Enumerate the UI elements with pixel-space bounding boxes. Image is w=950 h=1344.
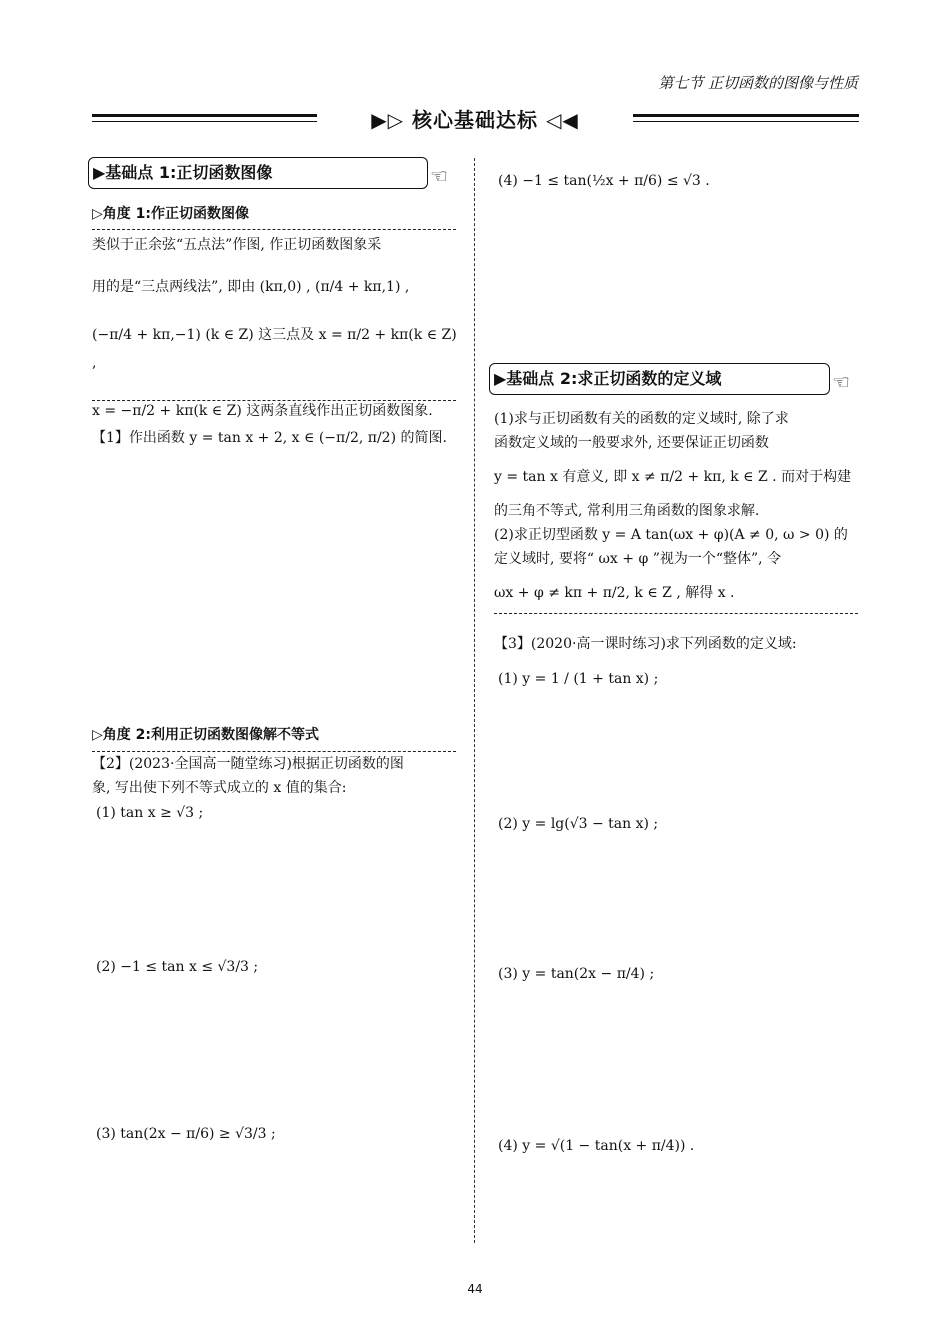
angle-2-title: ▷角度 2:利用正切函数图像解不等式 xyxy=(92,727,319,743)
pointing-hand-icon: ☜ xyxy=(430,164,448,188)
chapter-header: 第七节 正切函数的图像与性质 xyxy=(658,74,858,92)
text-line: y = tan x 有意义, 即 x ≠ π/2 + kπ, k ∈ Z . 而对于构建 xyxy=(494,469,852,485)
text-line: (2)求正切型函数 y = A tan(ωx + φ)(A ≠ 0, ω > 0) 的 xyxy=(494,527,848,543)
example-3-question-4: (4) y = √(1 − tan(x + π/4)) . xyxy=(498,1138,695,1154)
basic-point-2-box xyxy=(489,363,830,395)
example-1: 【1】作出函数 y = tan x + 2, x ∈ (−π/2, π/2) 的简图. xyxy=(92,430,447,446)
text-line: 类似于正余弦“五点法”作图, 作正切函数图象采 xyxy=(92,237,382,253)
divider xyxy=(494,613,858,614)
example-2 xyxy=(92,752,462,800)
text-line: 的三角不等式, 常利用三角函数的图象求解. xyxy=(494,503,760,519)
text-line: 用的是“三点两线法”, 即由 (kπ,0) , (π/4 + kπ,1) , xyxy=(92,279,410,295)
text-line: 定义域时, 要将“ ωx + φ ”视为一个“整体”, 令 xyxy=(494,551,782,567)
example-2-question-3: (3) tan(2x − π/6) ≥ √3/3 ; xyxy=(96,1126,276,1142)
text-line: (−π/4 + kπ,−1) (k ∈ Z) 这三点及 x = π/2 + kπ(k ∈ Z) , xyxy=(92,327,457,371)
example-3: 【3】(2020·高一课时练习)求下列函数的定义域: xyxy=(494,636,797,652)
example-2-question-1: (1) tan x ≥ √3 ; xyxy=(96,805,204,821)
basic-point-2-title: ▶基础点 2:求正切函数的定义域 xyxy=(494,369,722,388)
divider xyxy=(92,229,456,230)
example-3-question-3: (3) y = tan(2x − π/4) ; xyxy=(498,966,655,982)
text-line: 函数定义域的一般要求外, 还要保证正切函数 xyxy=(494,435,769,451)
angle-1-title: ▷角度 1:作正切函数图像 xyxy=(92,206,249,222)
example-3-question-1: (1) y = 1 / (1 + tan x) ; xyxy=(498,671,659,687)
angle-1-body xyxy=(92,231,462,425)
page-number: 44 xyxy=(467,1282,483,1296)
basic-point-2-body xyxy=(494,407,864,605)
example-3-question-2: (2) y = lg(√3 − tan x) ; xyxy=(498,816,659,832)
text-line: x = −π/2 + kπ(k ∈ Z) 这两条直线作出正切函数图象. xyxy=(92,403,433,419)
text-line: 象, 写出使下列不等式成立的 x 值的集合: xyxy=(92,780,347,796)
example-2-question-4: (4) −1 ≤ tan(½x + π/6) ≤ √3 . xyxy=(498,173,710,189)
example-2-question-2: (2) −1 ≤ tan x ≤ √3/3 ; xyxy=(96,959,259,975)
section-title: ▶▷ 核心基础达标 ◁◀ xyxy=(371,108,579,132)
text-line: ωx + φ ≠ kπ + π/2, k ∈ Z , 解得 x . xyxy=(494,585,735,601)
text-line: (1)求与正切函数有关的函数的定义域时, 除了求 xyxy=(494,411,789,427)
divider xyxy=(92,400,456,401)
basic-point-1-box xyxy=(88,157,428,189)
text-line: 【2】(2023·全国高一随堂练习)根据正切函数的图 xyxy=(92,756,404,772)
pointing-hand-icon: ☜ xyxy=(832,370,850,394)
basic-point-1-title: ▶基础点 1:正切函数图像 xyxy=(93,163,273,182)
column-divider xyxy=(474,158,475,1243)
